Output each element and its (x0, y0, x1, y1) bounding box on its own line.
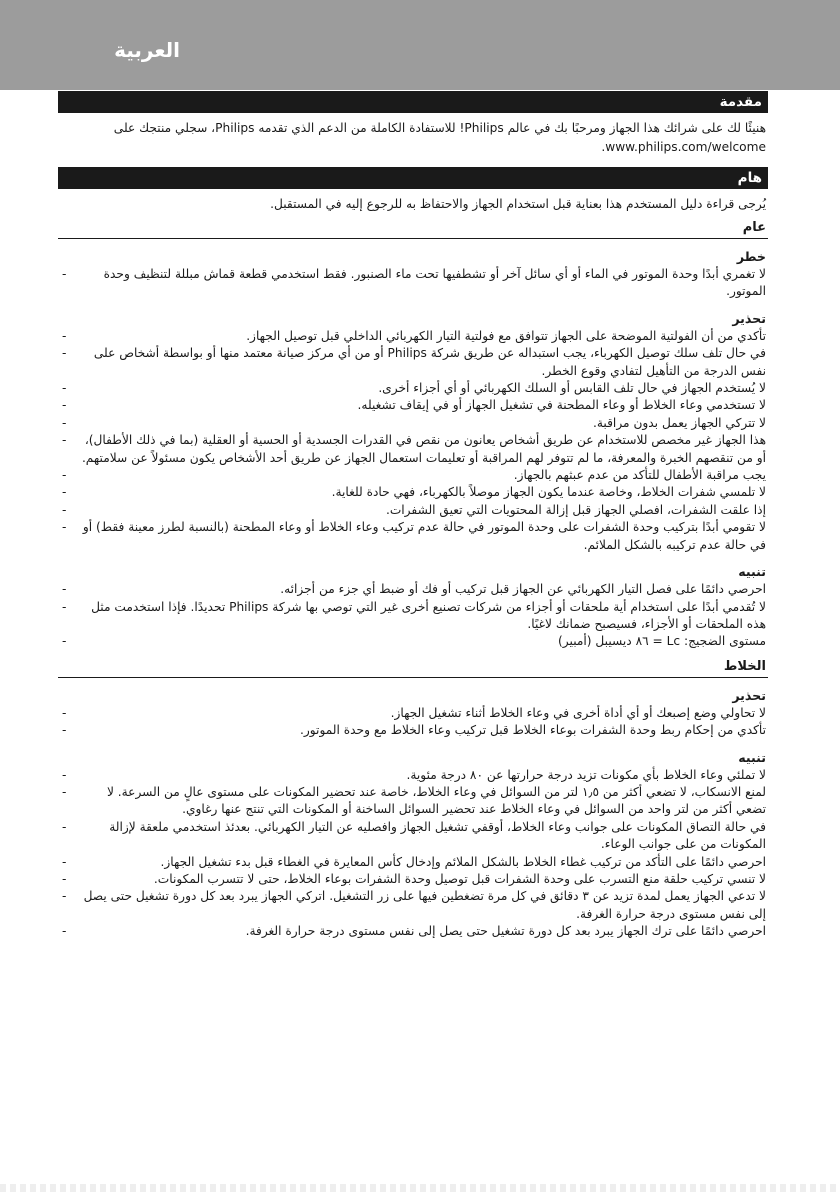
list-item: - لا تغمري أبدًا وحدة الموتور في الماء أو أي سائل آخر أو تشطفيها تحت ماء الصنبور. فقط استخدمي قطعة قماش مبللة لتنظيف وحدة الموتور. (62, 267, 766, 299)
subsection-general-title: عام (58, 220, 768, 239)
list-item: - لا يُستخدم الجهاز في حال تلف القابس أو السلك الكهربائي أو أي أجزاء أخرى. (62, 381, 766, 396)
list-item: - مستوى الضجيج: Lc = ٨٦ ديسيبل (أمبير) (62, 634, 766, 649)
blender-caution-list (58, 767, 768, 941)
general-warning-list (58, 328, 768, 554)
list-item: - لا تدعي الجهاز يعمل لمدة تزيد عن ٣ دقائق في كل مرة تضغطين فيها على زر التشغيل. اتركي الجهاز يبرد بعد كل دورة تشغيل حتى يصل إلى نفس مستوى درجة حرارة الغرفة. (62, 889, 766, 921)
general-warning-heading: تحذير (732, 310, 766, 326)
section-bar-important: هام (58, 167, 768, 189)
blender-warning-list (58, 705, 768, 740)
bottom-print-strip (0, 1184, 840, 1192)
list-item: - لا تلمسي شفرات الخلاط، وخاصة عندما يكون الجهاز موصلاً بالكهرباء، فهي حادة للغاية. (62, 485, 766, 500)
list-item: - احرصي دائمًا على التأكد من تركيب غطاء الخلاط بالشكل الملائم وإدخال كأس المعايرة في الغطاء قبل بدء تشغيل الجهاز. (62, 854, 766, 869)
list-item: - لا تستخدمي وعاء الخلاط أو وعاء المطحنة في تشغيل الجهاز أو في إيقاف تشغيله. (62, 398, 766, 413)
list-item: - لمنع الانسكاب، لا تضعي أكثر من ١٫٥ لتر من السوائل في وعاء الخلاط، خاصة عند تحضير المكونات على مستوى عالٍ من السرعة. لا تضعي أكثر من لتر واحد من السوائل في وعاء الخلاط عند تحضير السوائل الساخنة أو المكونات التي تنتج عنها رغاوي. (62, 784, 766, 817)
list-item: - تأكدي من إحكام ربط وحدة الشفرات بوعاء الخلاط قبل تركيب وعاء الخلاط مع وحدة الموتور. (62, 723, 766, 738)
list-item: - تأكدي من أن الفولتية الموضحة على الجهاز تتوافق مع فولتية التيار الكهربائي الداخلي قبل توصيل الجهاز. (62, 328, 766, 343)
list-item: - لا تنسي تركيب حلقة منع التسرب على وحدة الشفرات قبل توصيل وحدة الشفرات بوعاء الخلاط، حتى لا تتسرب المكونات. (62, 871, 766, 886)
subsection-blender-title: الخلاط (58, 659, 768, 678)
list-item: - لا تتركي الجهاز يعمل بدون مراقبة. (62, 415, 766, 430)
important-text: يُرجى قراءة دليل المستخدم هذا بعناية قبل استخدام الجهاز والاحتفاظ به للرجوع إليه في المستقبل. (270, 197, 766, 211)
list-item: - في حال تلف سلك توصيل الكهرباء، يجب استبداله عن طريق شركة Philips أو من أي مركز صيانة معتمد منها أو بواسطة أشخاص على نفس الدرجة من التأهيل لتفادي وقوع الخطر. (62, 346, 766, 378)
list-item: - في حالة التصاق المكونات على جوانب وعاء الخلاط، أوقفي تشغيل الجهاز وافصليه عن التيار الكهربائي. بعدئذ استخدمي ملعقة لإزالة المكونات من على جوانب الوعاء. (62, 819, 766, 852)
general-caution-heading: تنبيه (738, 564, 766, 580)
danger-list (58, 266, 768, 301)
list-item: - لا تقومي أبدًا بتركيب وحدة الشفرات على وحدة الموتور في حالة عدم تركيب وعاء الخلاط أو وعاء المطحنة (بالنسبة لطرز معينة فقط) أو في حالة عدم تركيبه بالشكل الملائم. (62, 520, 766, 552)
language-title: العربية (114, 38, 180, 62)
list-item: - لا تُقدمي أبدًا على استخدام أية ملحقات أو أجزاء من شركات تصنيع أخرى غير التي توصي بها شركة Philips تحديدًا. فإذا استخدمت مثل هذه الملحقات أو الأجزاء، فسيصبح ضمانك لاغيًا. (62, 599, 766, 631)
list-item: - لا تحاولي وضع إصبعك أو أي أداة أخرى في وعاء الخلاط أثناء تشغيل الجهاز. (62, 705, 766, 720)
list-item: - إذا علقت الشفرات، افصلي الجهاز قبل إزالة المحتويات التي تعيق الشفرات. (62, 502, 766, 517)
blender-caution-heading: تنبيه (738, 749, 766, 765)
intro-text: هنيئًا لك على شرائك هذا الجهاز ومرحبًا بك في عالم Philips! للاستفادة الكاملة من الدعم الذي تقدمه Philips، سجلي منتجك على www.philips.com/welcome. (113, 121, 766, 154)
list-item: - هذا الجهاز غير مخصص للاستخدام عن طريق أشخاص يعانون من نقص في القدرات الجسدية أو الحسية أو العقلية (بما في ذلك الأطفال)، أو من تنقصهم الخبرة والمعرفة، ما لم تتوفر لهم المراقبة أو تعليمات استعمال الجهاز عن طريق أحد الأشخاص يكون مسئولاً عن سلامتهم. (62, 433, 766, 465)
blender-warning-heading: تحذير (732, 687, 766, 703)
list-item: - لا تملئي وعاء الخلاط بأي مكونات تزيد درجة حرارتها عن ٨٠ درجة مئوية. (62, 767, 766, 782)
document-body (58, 91, 768, 941)
general-caution-list (58, 581, 768, 651)
list-item: - احرصي دائمًا على ترك الجهاز يبرد بعد كل دورة تشغيل حتى يصل إلى نفس مستوى درجة حرارة الغرفة. (62, 924, 766, 939)
section-bar-intro: مقدمة (58, 91, 768, 113)
language-header-band (0, 0, 840, 90)
danger-heading: خطر (736, 249, 766, 264)
list-item: - احرصي دائمًا على فصل التيار الكهربائي عن الجهاز قبل تركيب أو فك أو ضبط أي جزء من أجزائه. (62, 582, 766, 597)
list-item: - يجب مراقبة الأطفال للتأكد من عدم عبثهم بالجهاز. (62, 468, 766, 483)
